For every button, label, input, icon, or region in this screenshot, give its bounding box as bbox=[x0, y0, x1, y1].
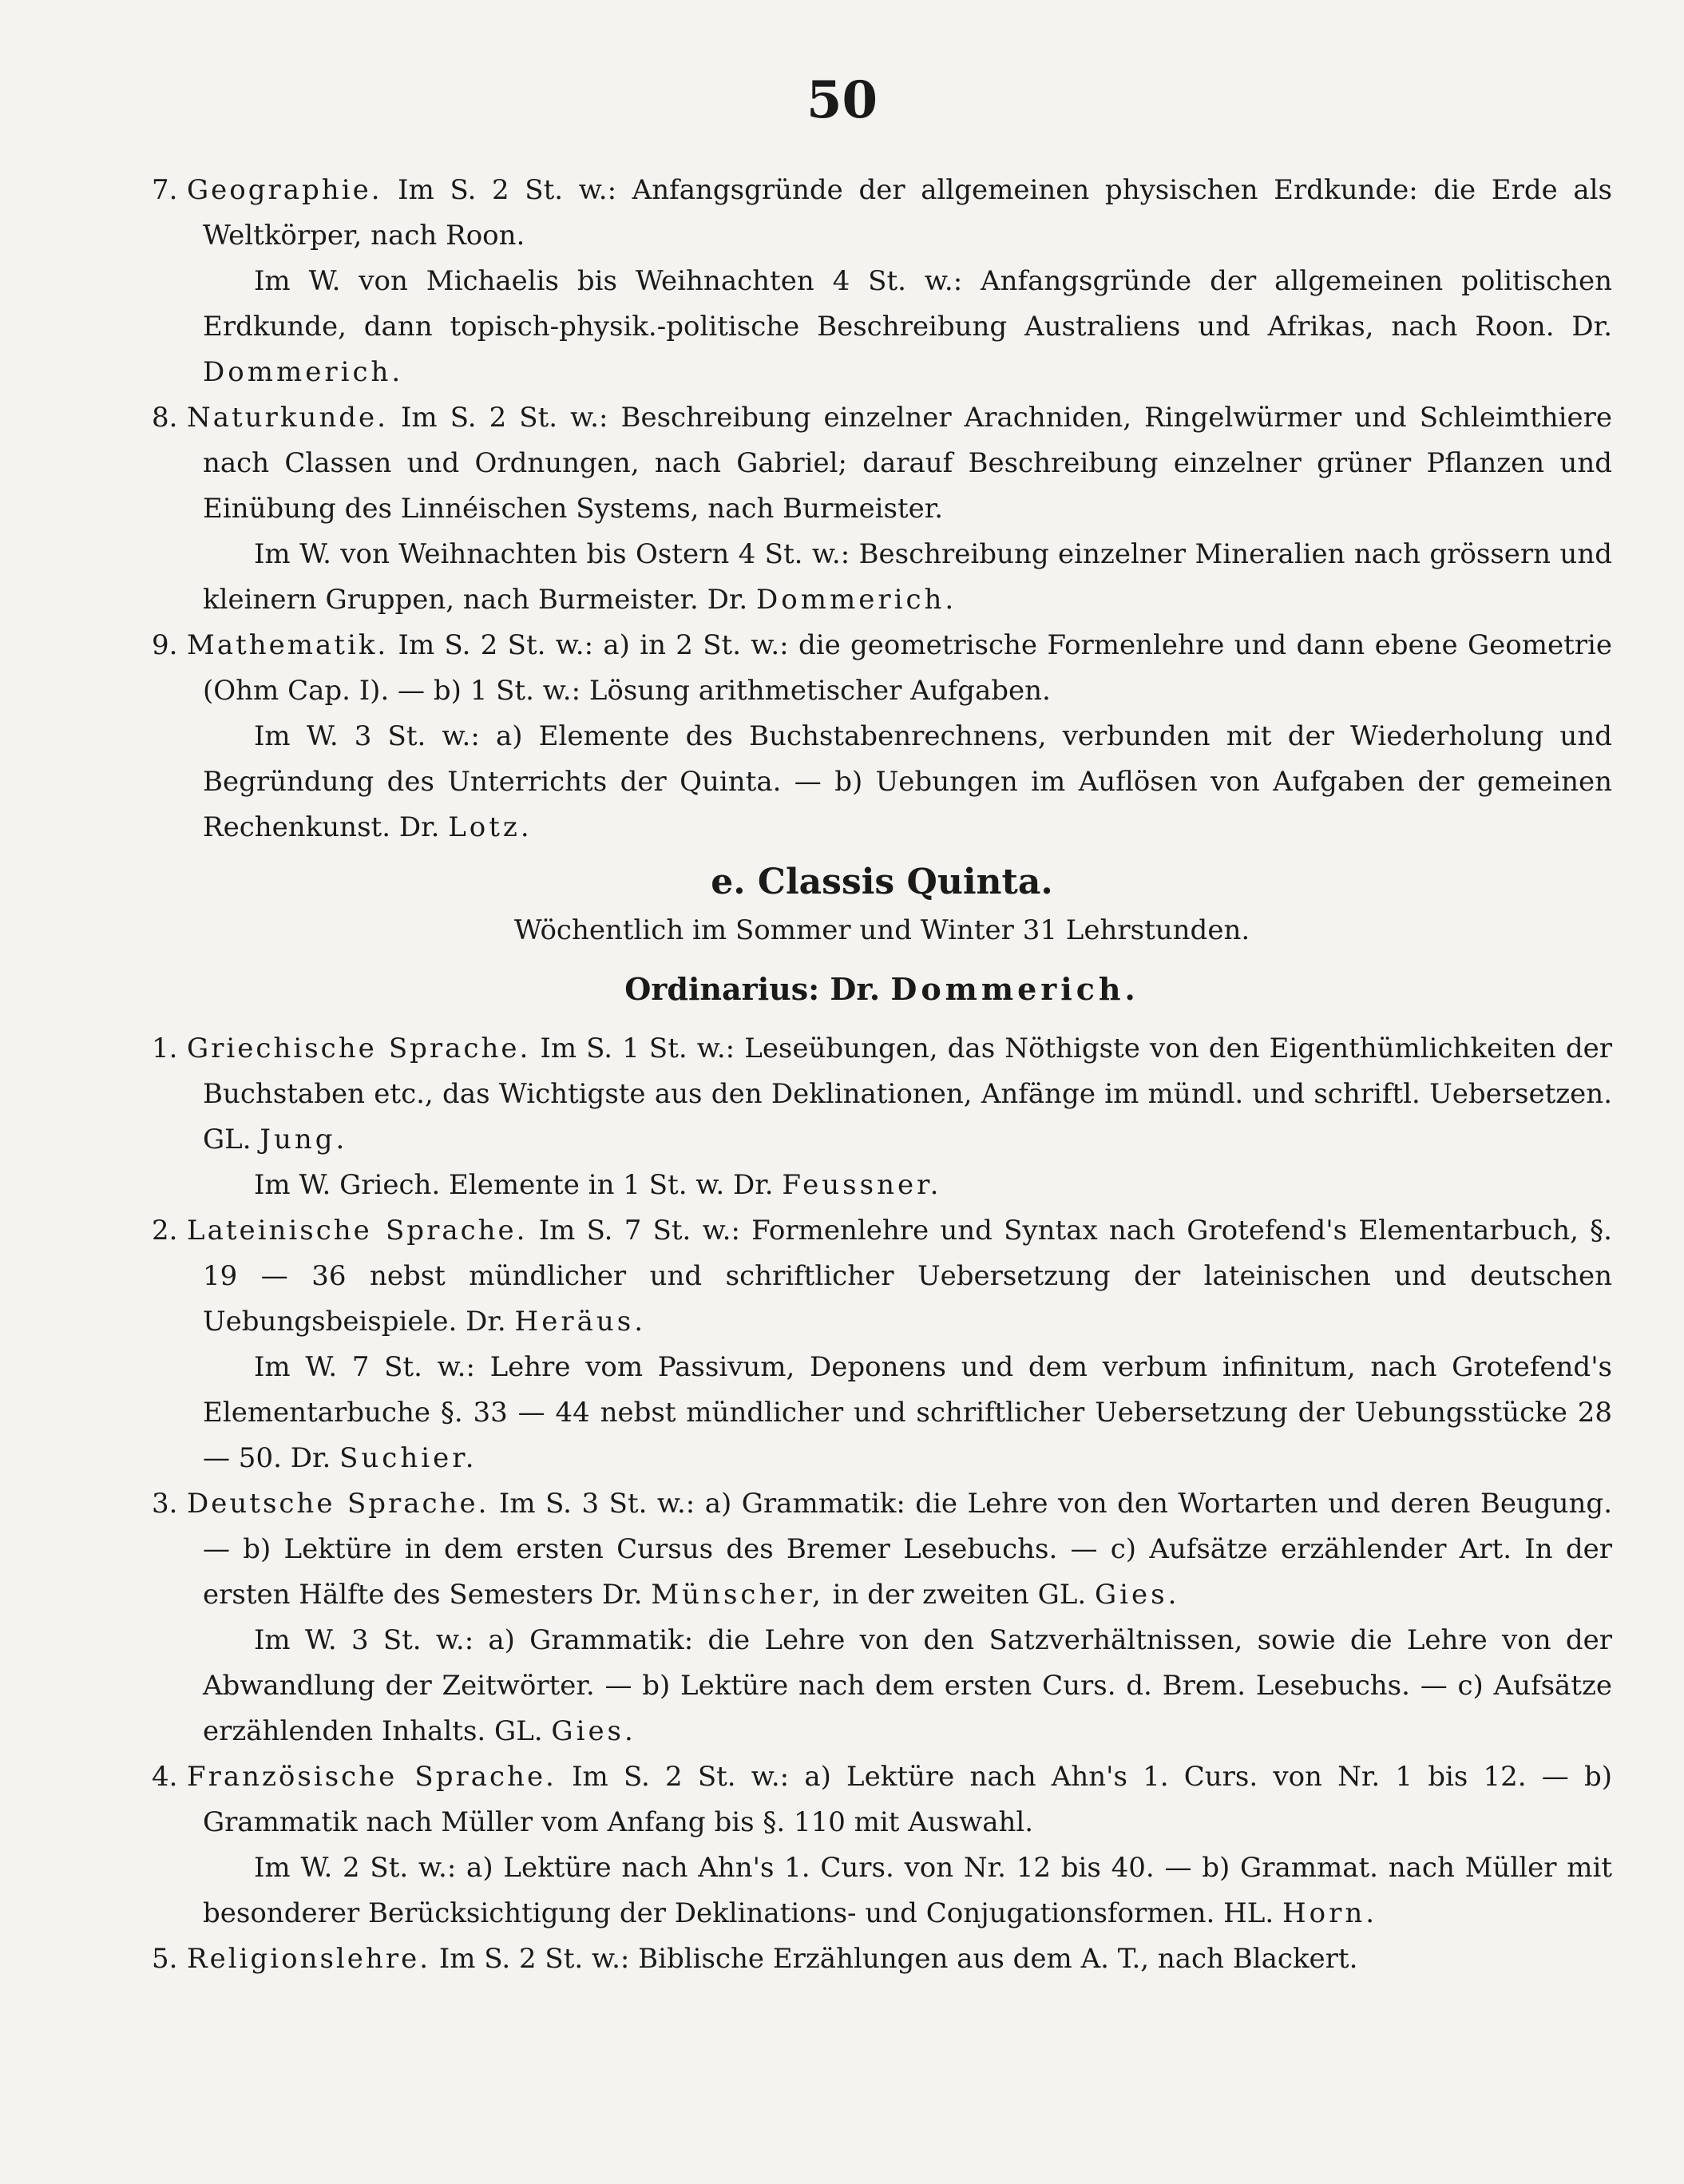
teacher-name: Gies. bbox=[551, 1715, 636, 1747]
entry-winter-text: Im W. Griech. Elemente in 1 St. w. bbox=[254, 1169, 725, 1201]
entry-number: 1. bbox=[152, 1033, 178, 1064]
section-title: e. Classis Quinta. bbox=[711, 862, 1053, 902]
entry-number: 4. bbox=[152, 1761, 178, 1793]
entry-number: 8. bbox=[152, 402, 178, 434]
entry-summer-text: Im S. 7 St. w.: Formenlehre und Syntax nach Grotefend's Elementarbuch, §. 19 — 36 nebst mündlicher und schriftlicher Uebersetzung der lateinischen und deutschen Uebungsbeispiele. bbox=[203, 1215, 1612, 1338]
teacher-title: HL. bbox=[1223, 1897, 1274, 1929]
teacher-title: Dr. bbox=[733, 1169, 774, 1201]
subject-title: Deutsche Sprache. bbox=[187, 1488, 489, 1520]
teacher-name: Dommerich. bbox=[755, 584, 957, 616]
ordinarius-label: Ordinarius: Dr. bbox=[624, 971, 881, 1007]
entry-winter-text: Im W. von Michaelis bis Weihnachten 4 St. w.: Anfangsgründe der allgemeinen politischen Erdkunde, dann topisch-physik.-politische Beschreibung Australiens und Afrikas, nach Roon. bbox=[203, 265, 1612, 343]
entry-winter-text: Im W. 3 St. w.: a) Elemente des Buchstabenrechnens, verbunden mit der Wiederholung und Begründung des Unterrichts der Quinta. — b) Uebungen im Auflösen von Aufgaben der gemeinen Rechenkunst. bbox=[203, 720, 1612, 843]
entry-summer-text: Im S. 3 St. w.: a) Grammatik: die Lehre von den Wortarten und deren Beugung. — b) Lektüre in dem ersten Cursus des Bremer Lesebuchs. — c) Aufsätze erzählender Art. In der ersten Hälfte des Semesters Dr. bbox=[203, 1488, 1612, 1611]
teacher-name: Münscher, bbox=[651, 1579, 824, 1611]
subject-title: Geographie. bbox=[187, 174, 382, 206]
entry-winter-text: Im W. 3 St. w.: a) Grammatik: die Lehre von den Satzverhältnissen, sowie die Lehre von der Abwandlung der Zeitwörter. — b) Lektüre nach dem ersten Curs. d. Brem. Lesebuchs. — c) Aufsätze erzählenden Inhalts. bbox=[203, 1624, 1612, 1747]
subject-entry-religion bbox=[152, 1936, 1612, 1982]
subject-entry-geographie bbox=[152, 168, 1612, 395]
subject-entry-mathematik bbox=[152, 623, 1612, 850]
entry-number: 2. bbox=[152, 1215, 178, 1247]
page-content bbox=[152, 168, 1612, 1982]
entry-number: 9. bbox=[152, 629, 178, 661]
teacher-name: Jung. bbox=[260, 1124, 348, 1155]
teacher-title: GL. bbox=[494, 1715, 543, 1747]
teacher-title: Dr. bbox=[1571, 311, 1613, 343]
ordinarius-name: Dommerich. bbox=[890, 971, 1139, 1007]
subject-title: Griechische Sprache. bbox=[187, 1033, 531, 1064]
entry-number: 5. bbox=[152, 1943, 178, 1975]
teacher-name: Feussner. bbox=[782, 1169, 942, 1201]
entry-winter-text: Im W. 2 St. w.: a) Lektüre nach Ahn's 1. Curs. von Nr. 12 bis 40. — b) Grammat. nach Müller mit besonderer Berücksichtigung der Deklinations- und Conjugationsformen. bbox=[203, 1852, 1612, 1929]
teacher-name: Dommerich. bbox=[203, 356, 404, 388]
teacher-title: Dr. bbox=[466, 1306, 506, 1338]
subject-title: Religionslehre. bbox=[187, 1943, 430, 1975]
entry-number: 3. bbox=[152, 1488, 178, 1520]
subject-entry-franzoesisch bbox=[152, 1754, 1612, 1936]
subject-entry-latein bbox=[152, 1208, 1612, 1481]
teacher-name: Suchier. bbox=[339, 1442, 477, 1474]
entry-winter-text: Im W. von Weihnachten bis Ostern 4 St. w.: Beschreibung einzelner Mineralien nach grössern und kleinern Gruppen, nach Burmeister. bbox=[203, 538, 1612, 616]
ordinarius-line bbox=[152, 964, 1612, 1015]
entry-summer-text: Im S. 2 St. w.: a) in 2 St. w.: die geometrische Formenlehre und dann ebene Geometrie (Ohm Cap. I). — b) 1 St. w.: Lösung arithmetischer Aufgaben. bbox=[203, 629, 1612, 707]
subject-entry-naturkunde bbox=[152, 395, 1612, 623]
entry-summer-text: Im S. 2 St. w.: Beschreibung einzelner Arachniden, Ringelwürmer und Schleimthiere nach Classen und Ordnungen, nach Gabriel; darauf Beschreibung einzelner grüner Pflanzen und Einübung des Linnéischen Systems, nach Burmeister. bbox=[203, 402, 1612, 525]
entry-summer-text-after: in der zweiten GL. bbox=[832, 1579, 1087, 1611]
subject-title: Mathematik. bbox=[187, 629, 389, 661]
subject-title: Französische Sprache. bbox=[187, 1761, 557, 1793]
entry-winter-text: Im W. 7 St. w.: Lehre vom Passivum, Deponens und dem verbum infinitum, nach Grotefend's Elementarbuche §. 33 — 44 nebst mündlicher und schriftlicher Uebersetzung der Uebungsstücke 28 — 50. bbox=[203, 1351, 1612, 1474]
entry-summer-text: Im S. 1 St. w.: Leseübungen, das Nöthigste von den Eigenthümlichkeiten der Buchstaben etc., das Wichtigste aus den Deklinationen, Anfänge im mündl. und schriftl. Uebersetzen. bbox=[203, 1033, 1612, 1110]
teacher-title: Dr. bbox=[707, 584, 748, 616]
teacher-title: Dr. bbox=[398, 811, 440, 843]
entry-summer-text: Im S. 2 St. w.: Biblische Erzählungen aus dem A. T., nach Blackert. bbox=[438, 1943, 1358, 1975]
entry-summer-text: Im S. 2 St. w.: Anfangsgründe der allgemeinen physischen Erdkunde: die Erde als Weltkörper, nach Roon. bbox=[203, 174, 1612, 252]
teacher-title: GL. bbox=[203, 1124, 252, 1155]
subject-entry-deutsch bbox=[152, 1481, 1612, 1754]
subject-title: Lateinische Sprache. bbox=[187, 1215, 528, 1247]
teacher-name-2: Gies. bbox=[1095, 1579, 1180, 1611]
teacher-name: Horn. bbox=[1282, 1897, 1378, 1929]
section-subtitle: Wöchentlich im Sommer und Winter 31 Lehrstunden. bbox=[513, 914, 1250, 946]
teacher-title: Dr. bbox=[290, 1442, 331, 1474]
entry-number: 7. bbox=[152, 174, 178, 206]
teacher-name: Heräus. bbox=[514, 1306, 646, 1338]
entry-summer-text: Im S. 2 St. w.: a) Lektüre nach Ahn's 1. Curs. von Nr. 1 bis 12. — b) Grammatik nach Müller vom Anfang bis §. 110 mit Auswahl. bbox=[203, 1761, 1613, 1838]
subject-entry-griechisch bbox=[152, 1026, 1612, 1208]
page-number: 50 bbox=[806, 70, 878, 130]
teacher-name: Lotz. bbox=[448, 811, 533, 843]
subject-title: Naturkunde. bbox=[187, 402, 388, 434]
